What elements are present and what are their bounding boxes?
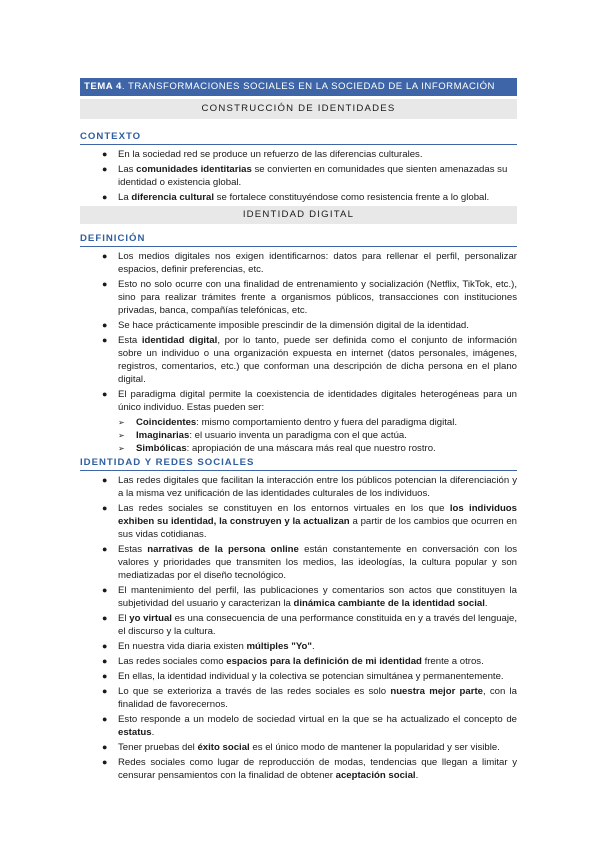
text: se convierten en comunidades que sienten amenazadas su identidad o existencia global. (118, 164, 508, 188)
text: : el usuario inventa un paradigma con el que actúa. (189, 430, 407, 441)
bullet-icon: ● (102, 192, 108, 202)
text: . (415, 770, 419, 781)
bullet-icon: ● (102, 686, 108, 696)
text: Las (118, 164, 137, 175)
bullet-icon: ● (102, 389, 108, 399)
bold-text: Coincidentes (136, 417, 197, 428)
text: El (118, 613, 130, 624)
text: frente a otros. (421, 656, 484, 667)
arrow-bullet-icon: ➢ (118, 418, 125, 427)
text: Esto no solo ocurre con una finalidad de entrenamiento y socialización (Netflix, TikTok, etc.), sino para realizar trámites frente a organismos públicos, transacciones con instituciones privadas, banca, compañías telefónicas, etc. (118, 279, 517, 316)
text: . (484, 598, 488, 609)
list-item (80, 756, 517, 782)
subhead-identidad-digital: IDENTIDAD DIGITAL (80, 206, 517, 224)
text: es el único modo de mantener la popularidad y ser visible. (249, 742, 500, 753)
bold-text: múltiples "Yo" (246, 641, 312, 652)
bullet-icon: ● (102, 320, 108, 330)
identidad-redes-list (80, 474, 517, 782)
text: Las redes sociales como (118, 656, 227, 667)
list-item (80, 319, 517, 332)
text: a partir de los cambios que ocurren en sus vidas cotidianas. (118, 516, 517, 540)
bullet-icon: ● (102, 656, 108, 666)
bullet-icon: ● (102, 164, 108, 174)
bullet-icon: ● (102, 742, 108, 752)
text: , por lo tanto, puede ser definida como el conjunto de información sobre un individuo o una organización expuesta en internet (datos personales, imágenes, registros, comentarios, etc.) que conforman una descripción de dicha persona en el plano digital. (118, 335, 517, 385)
subhead-construccion: CONSTRUCCIÓN DE IDENTIDADES (80, 99, 517, 119)
text: están constantemente en conversación con los valores y prioridades que transmiten los medios, las ideologías, la cultura popular y son mediatizadas por el diseño tecnológico. (118, 544, 517, 581)
arrow-bullet-icon: ➢ (118, 431, 125, 440)
list-item (80, 685, 517, 711)
list-item (80, 612, 517, 638)
bold-text: yo virtual (129, 613, 172, 624)
bold-text: aceptación social (335, 770, 416, 781)
definicion-list (80, 250, 517, 414)
section-title-contexto: CONTEXTO (80, 131, 517, 145)
text: Tener pruebas del (118, 742, 198, 753)
document-content (80, 78, 517, 784)
text: Redes sociales como lugar de reproducción de modas, tendencias que llegan a limitar y censurar pensamientos con la finalidad de obtener (118, 757, 517, 781)
list-item (80, 163, 517, 189)
sub-list-item (118, 429, 517, 442)
bullet-icon: ● (102, 544, 108, 554)
list-item (80, 741, 517, 754)
text: Esto responde a un modelo de sociedad virtual en la que se ha actualizado el concepto de (118, 714, 517, 725)
bold-text: diferencia cultural (131, 192, 214, 203)
list-item (80, 640, 517, 653)
bullet-icon: ● (102, 251, 108, 261)
text: Los medios digitales nos exigen identificarnos: datos para rellenar el perfil, personalizar espacios, definir preferencias, etc. (118, 251, 517, 275)
bullet-icon: ● (102, 503, 108, 513)
text: Las redes sociales se constituyen en los entornos virtuales en los que (118, 503, 450, 514)
arrow-bullet-icon: ➢ (118, 444, 125, 453)
list-item (80, 670, 517, 683)
list-item (80, 502, 517, 541)
text: Se hace prácticamente imposible prescindir de la dimensión digital de la identidad. (118, 320, 469, 331)
list-item (80, 713, 517, 739)
tema-header (80, 78, 517, 96)
text: En la sociedad red se produce un refuerzo de las diferencias culturales. (118, 149, 423, 160)
text: Las redes digitales que facilitan la interacción entre los públicos potencian la diferenciación y a la misma vez unificación de las identidades culturales de los individuos. (118, 475, 517, 499)
bullet-icon: ● (102, 585, 108, 595)
bullet-icon: ● (102, 613, 108, 623)
section-title-definicion: DEFINICIÓN (80, 233, 517, 247)
tema-label: TEMA 4 (84, 81, 122, 92)
list-item (80, 584, 517, 610)
list-item (80, 278, 517, 317)
bullet-icon: ● (102, 671, 108, 681)
definicion-sublist (118, 416, 517, 455)
text: En ellas, la identidad individual y la colectiva se potencian simultánea y permanentemente. (118, 671, 504, 682)
list-item (80, 543, 517, 582)
list-item (80, 388, 517, 414)
bold-text: espacios para la definición de mi identidad (226, 656, 422, 667)
text: Lo que se exterioriza a través de las redes sociales es solo (118, 686, 391, 697)
text: . (311, 641, 315, 652)
bullet-icon: ● (102, 757, 108, 767)
sub-list-item (118, 442, 517, 455)
bold-text: comunidades identitarias (136, 164, 252, 175)
list-item (80, 148, 517, 161)
bold-text: identidad digital (141, 335, 218, 346)
list-item (80, 474, 517, 500)
bold-text: dinámica cambiante de la identidad social (293, 598, 485, 609)
text: es una consecuencia de una performance constituida en y a través del lenguaje, el discurso y la cultura. (118, 613, 517, 637)
text: se fortalece constituyéndose como resistencia frente a lo global. (213, 192, 490, 203)
text: Estas (118, 544, 148, 555)
bold-text: estatus (118, 727, 152, 738)
bold-text: éxito social (197, 742, 250, 753)
bold-text: nuestra mejor parte (390, 686, 483, 697)
list-item (80, 191, 517, 204)
text: . (151, 727, 155, 738)
list-item (80, 250, 517, 276)
text: La (118, 192, 132, 203)
bold-text: los individuos exhiben su identidad, la construyen y la actualizan (118, 503, 517, 527)
section-title-identidad-redes: IDENTIDAD Y REDES SOCIALES (80, 457, 517, 471)
bullet-icon: ● (102, 714, 108, 724)
sub-list-item (118, 416, 517, 429)
bullet-icon: ● (102, 641, 108, 651)
bold-text: narrativas de la persona online (147, 544, 299, 555)
bold-text: Simbólicas (136, 443, 187, 454)
text: : mismo comportamiento dentro y fuera del paradigma digital. (196, 417, 458, 428)
text: El paradigma digital permite la coexistencia de identidades digitales heterogéneas para un único individuo. Estas pueden ser: (118, 389, 517, 413)
list-item (80, 655, 517, 668)
text: En nuestra vida diaria existen (118, 641, 247, 652)
text: El mantenimiento del perfil, las publicaciones y comentarios son actos que constituyen la subjetividad del usuario y caracterizan la (118, 585, 517, 609)
contexto-list (80, 148, 517, 204)
bullet-icon: ● (102, 475, 108, 485)
bold-text: Imaginarias (136, 430, 190, 441)
bullet-icon: ● (102, 335, 108, 345)
text: : apropiación de una máscara más real que nuestro rostro. (186, 443, 436, 454)
list-item (80, 334, 517, 386)
tema-title: . TRANSFORMACIONES SOCIALES EN LA SOCIEDAD DE LA INFORMACIÓN (121, 81, 495, 92)
text: , con la finalidad de favorecernos. (118, 686, 517, 710)
text: Esta (118, 335, 142, 346)
bullet-icon: ● (102, 279, 108, 289)
bullet-icon: ● (102, 149, 108, 159)
